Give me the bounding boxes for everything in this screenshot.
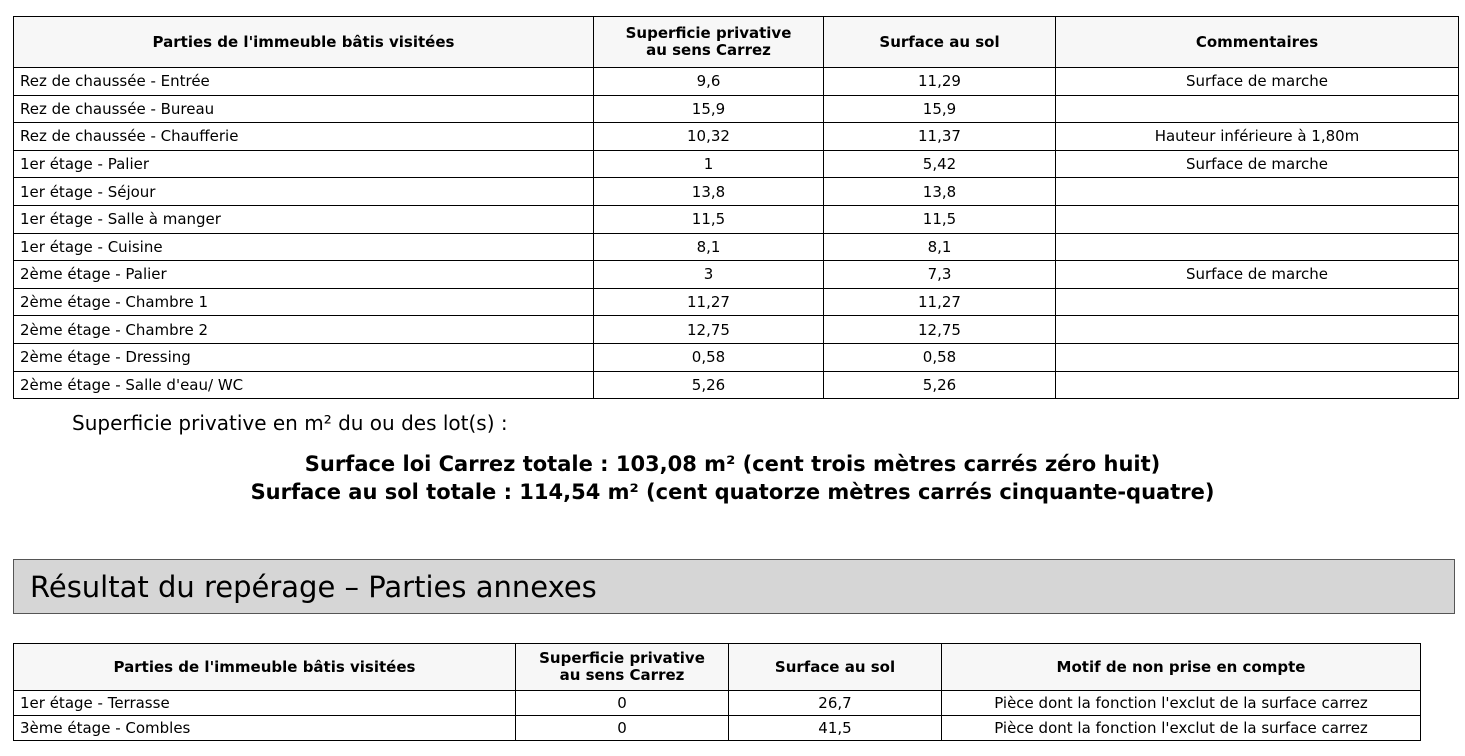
cell-part: 2ème étage - Salle d'eau/ WC bbox=[14, 371, 594, 399]
cell-motif: Pièce dont la fonction l'exclut de la surface carrez bbox=[942, 716, 1421, 741]
table-row bbox=[14, 68, 1459, 96]
cell-comment bbox=[1056, 316, 1459, 344]
cell-comment: Surface de marche bbox=[1056, 261, 1459, 289]
cell-comment: Surface de marche bbox=[1056, 150, 1459, 178]
header-sol: Surface au sol bbox=[729, 644, 942, 691]
cell-part: 2ème étage - Chambre 1 bbox=[14, 288, 594, 316]
table-row bbox=[14, 150, 1459, 178]
cell-carrez: 9,6 bbox=[594, 68, 824, 96]
cell-part: 3ème étage - Combles bbox=[14, 716, 516, 741]
main-surface-table bbox=[13, 16, 1459, 399]
table-row bbox=[14, 261, 1459, 289]
cell-sol: 11,37 bbox=[824, 123, 1056, 151]
cell-comment bbox=[1056, 343, 1459, 371]
cell-sol: 12,75 bbox=[824, 316, 1056, 344]
header-sol: Surface au sol bbox=[824, 17, 1056, 68]
cell-part: 1er étage - Terrasse bbox=[14, 691, 516, 716]
cell-comment: Surface de marche bbox=[1056, 68, 1459, 96]
table-row bbox=[14, 716, 1421, 741]
cell-part: 1er étage - Salle à manger bbox=[14, 205, 594, 233]
table-row bbox=[14, 316, 1459, 344]
table-row bbox=[14, 343, 1459, 371]
cell-part: 2ème étage - Palier bbox=[14, 261, 594, 289]
cell-sol: 41,5 bbox=[729, 716, 942, 741]
cell-carrez: 0 bbox=[516, 691, 729, 716]
cell-sol: 5,26 bbox=[824, 371, 1056, 399]
cell-sol: 7,3 bbox=[824, 261, 1056, 289]
cell-part: 1er étage - Palier bbox=[14, 150, 594, 178]
cell-part: 2ème étage - Chambre 2 bbox=[14, 316, 594, 344]
table-row bbox=[14, 288, 1459, 316]
section-title-annexes: Résultat du repérage – Parties annexes bbox=[13, 559, 1455, 614]
table-row bbox=[14, 178, 1459, 206]
cell-comment: Hauteur inférieure à 1,80m bbox=[1056, 123, 1459, 151]
cell-carrez: 12,75 bbox=[594, 316, 824, 344]
cell-comment bbox=[1056, 371, 1459, 399]
header-commentaires: Commentaires bbox=[1056, 17, 1459, 68]
summary-label: Superficie privative en m² du ou des lot(s) : bbox=[72, 411, 508, 435]
cell-sol: 11,29 bbox=[824, 68, 1056, 96]
cell-carrez: 1 bbox=[594, 150, 824, 178]
annex-surface-table bbox=[13, 643, 1421, 741]
table-row bbox=[14, 691, 1421, 716]
table-header-row bbox=[14, 17, 1459, 68]
cell-carrez: 0,58 bbox=[594, 343, 824, 371]
cell-sol: 8,1 bbox=[824, 233, 1056, 261]
cell-comment bbox=[1056, 288, 1459, 316]
cell-sol: 11,27 bbox=[824, 288, 1056, 316]
cell-carrez: 10,32 bbox=[594, 123, 824, 151]
table-row bbox=[14, 233, 1459, 261]
cell-carrez: 5,26 bbox=[594, 371, 824, 399]
header-parties: Parties de l'immeuble bâtis visitées bbox=[14, 17, 594, 68]
cell-carrez: 3 bbox=[594, 261, 824, 289]
header-parties: Parties de l'immeuble bâtis visitées bbox=[14, 644, 516, 691]
cell-comment bbox=[1056, 95, 1459, 123]
cell-part: Rez de chaussée - Bureau bbox=[14, 95, 594, 123]
cell-carrez: 0 bbox=[516, 716, 729, 741]
table-row bbox=[14, 371, 1459, 399]
table-row bbox=[14, 95, 1459, 123]
cell-sol: 5,42 bbox=[824, 150, 1056, 178]
cell-carrez: 13,8 bbox=[594, 178, 824, 206]
cell-sol: 13,8 bbox=[824, 178, 1056, 206]
table-row bbox=[14, 205, 1459, 233]
table-row bbox=[14, 123, 1459, 151]
cell-part: Rez de chaussée - Entrée bbox=[14, 68, 594, 96]
cell-part: 2ème étage - Dressing bbox=[14, 343, 594, 371]
header-carrez: Superficie privative au sens Carrez bbox=[594, 17, 824, 68]
cell-comment bbox=[1056, 233, 1459, 261]
cell-motif: Pièce dont la fonction l'exclut de la surface carrez bbox=[942, 691, 1421, 716]
header-motif: Motif de non prise en compte bbox=[942, 644, 1421, 691]
cell-part: 1er étage - Cuisine bbox=[14, 233, 594, 261]
cell-part: Rez de chaussée - Chaufferie bbox=[14, 123, 594, 151]
cell-sol: 0,58 bbox=[824, 343, 1056, 371]
carrez-total: Surface loi Carrez totale : 103,08 m² (cent trois mètres carrés zéro huit) bbox=[304, 452, 1161, 476]
cell-sol: 11,5 bbox=[824, 205, 1056, 233]
cell-carrez: 11,5 bbox=[594, 205, 824, 233]
cell-sol: 15,9 bbox=[824, 95, 1056, 123]
cell-part: 1er étage - Séjour bbox=[14, 178, 594, 206]
cell-sol: 26,7 bbox=[729, 691, 942, 716]
header-carrez: Superficie privative au sens Carrez bbox=[516, 644, 729, 691]
cell-carrez: 11,27 bbox=[594, 288, 824, 316]
cell-comment bbox=[1056, 205, 1459, 233]
cell-comment bbox=[1056, 178, 1459, 206]
sol-total: Surface au sol totale : 114,54 m² (cent quatorze mètres carrés cinquante-quatre) bbox=[250, 480, 1215, 504]
table-header-row bbox=[14, 644, 1421, 691]
cell-carrez: 15,9 bbox=[594, 95, 824, 123]
cell-carrez: 8,1 bbox=[594, 233, 824, 261]
